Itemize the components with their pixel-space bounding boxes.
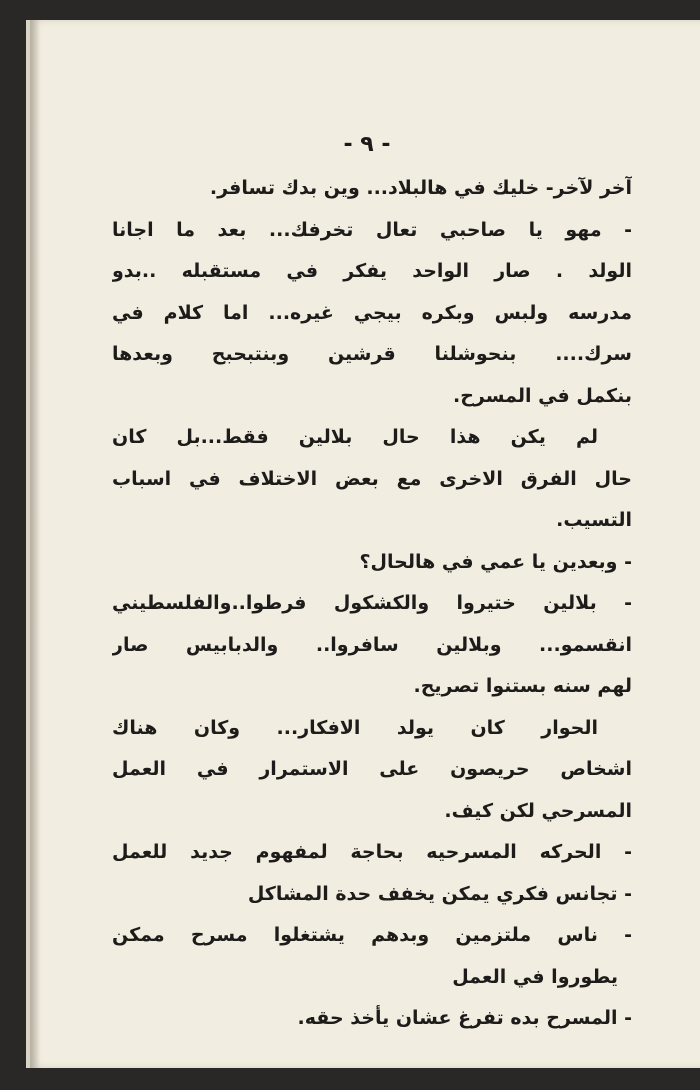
text-line: اشخاص حريصون على الاستمرار في العمل	[112, 758, 632, 780]
text-line: مدرسه ولبس وبكره بيجي غيره... اما كلام في	[112, 301, 632, 324]
text-line: - الحركه المسرحيه بحاجة لمفهوم جديد للعمل	[112, 841, 632, 863]
text-line: - ناس ملتزمين وبدهم يشتغلوا مسرح ممكن	[112, 924, 632, 946]
text-line: حال الفرق الاخرى مع بعض الاختلاف في اسباب	[112, 467, 632, 490]
text-line: - تجانس فكري يمكن يخفف حدة المشاكل	[247, 882, 632, 905]
text-line: لم يكن هذا حال بلالين فقط...بل كان	[112, 426, 598, 448]
text-line: المسرحي لكن كيف.	[444, 799, 632, 822]
text-line: سرك.... بنحوشلنا قرشين وبنتبحبح وبعدها	[112, 343, 632, 365]
text-line: آخر لآخر- خليك في هالبلاد... وين بدك تسافر.	[209, 177, 632, 199]
text-line: لهم سنه بستنوا تصريح.	[413, 675, 632, 697]
page-gutter-shadow	[30, 20, 40, 1068]
text-line: يطوروا في العمل	[452, 965, 618, 988]
page-number: - ٩ -	[343, 132, 391, 157]
body-text	[112, 168, 632, 1040]
text-line: بنكمل في المسرح.	[453, 384, 632, 407]
text-line: الولد . صار الواحد يفكر في مستقبله ..بدو	[112, 260, 632, 282]
text-line: - وبعدين يا عمي في هالحال؟	[359, 550, 632, 573]
text-line: التسيب.	[556, 509, 632, 531]
text-line: - المسرح بده تفرغ عشان يأخذ حقه.	[297, 1007, 632, 1029]
text-line: - بلالين ختيروا والكشكول فرطوا..والفلسطيني	[112, 592, 632, 614]
text-line: الحوار كان يولد الافكار... وكان هناك	[112, 716, 598, 739]
book-page	[26, 20, 700, 1068]
text-line: انقسمو... وبلالين سافروا.. والدبابيس صار	[112, 633, 632, 656]
text-line: - مهو يا صاحبي تعال تخرفك... بعد ما اجانا	[112, 218, 632, 241]
